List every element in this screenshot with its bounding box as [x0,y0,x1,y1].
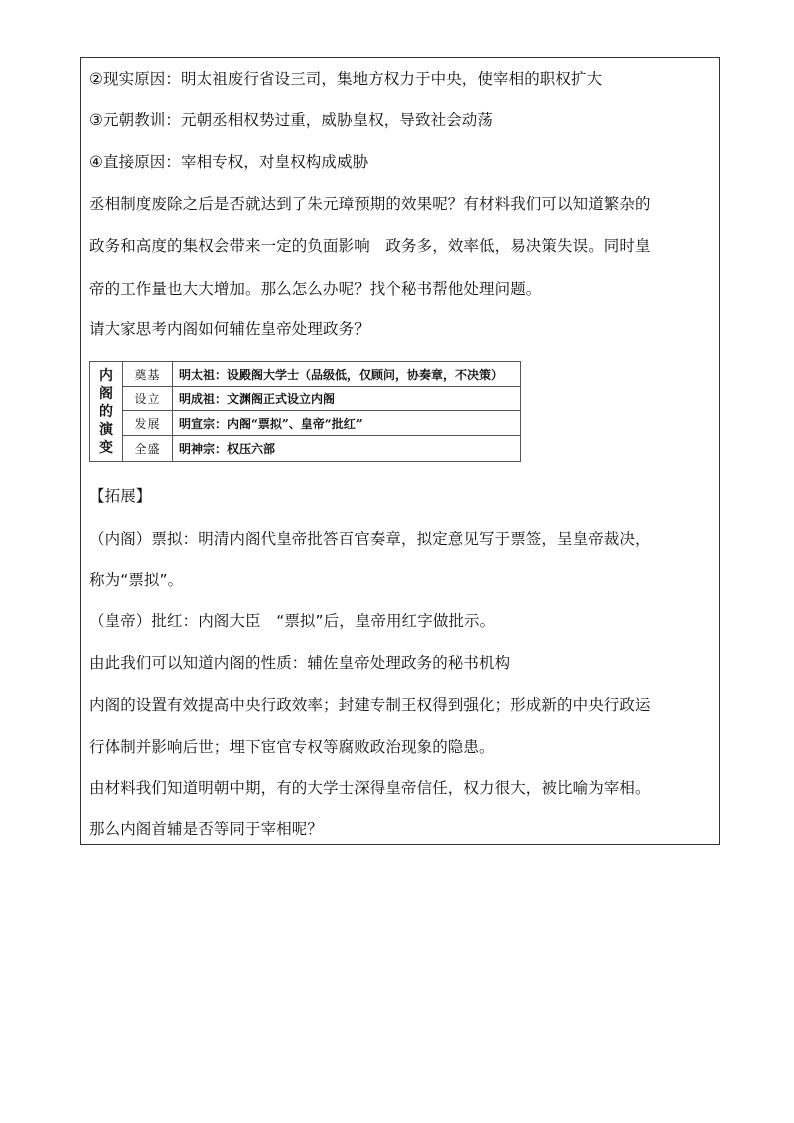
text-line-9: 称为“票拟”。 [89,571,184,589]
text-line-6: 帝的工作量也大大增加。那么怎么办呢？找个秘书帮他处理问题。 [89,280,542,298]
text-line-11: 由此我们可以知道内阁的性质：辅佐皇帝处理政务的秘书机构 [89,654,511,672]
text-line-10: （皇帝）批红：内阁大臣 “票拟”后，皇帝用红字做批示。 [89,612,496,630]
content-frame [80,57,720,845]
stage-description: 明成祖：文渊阁正式设立内阁 [179,392,336,406]
stage-description: 明神宗：权压六部 [179,442,276,456]
table-row [123,387,520,411]
text-line-12: 内阁的设置有效提高中央行政效率；封建专制王权得到强化；形成新的中央行政运 [89,696,651,714]
text-line-3: ④直接原因：宰相专权，对皇权构成威胁 [89,153,369,171]
table-side-label: 内 阁 的 演 变 [90,362,123,461]
stage-label: 设立 [123,387,173,410]
section-heading-extension: 【拓展】 [89,487,152,505]
table-row [123,411,520,436]
text-line-4: 丞相制度废除之后是否就达到了朱元璋预期的效果呢？有材料我们可以知道繁杂的 [89,195,651,213]
text-line-7: 请大家思考内阁如何辅佐皇帝处理政务？ [89,320,370,338]
table-row [123,362,520,387]
text-line-14: 由材料我们知道明朝中期，有的大学士深得皇帝信任，权力很大，被比喻为宰相。 [89,779,651,797]
stage-label: 发展 [123,411,173,435]
text-line-15: 那么内阁首辅是否等同于宰相呢？ [89,820,324,838]
text-line-2: ③元朝教训：元朝丞相权势过重，威胁皇权，导致社会动荡 [89,111,493,129]
cabinet-evolution-table [89,361,521,462]
table-row [123,436,520,461]
stage-description: 明太祖：设殿阁大学士（品级低，仅顾问，协奏章，不决策） [179,367,504,382]
text-line-5: 政务和高度的集权会带来一定的负面影响 政务多，效率低，易决策失误。同时皇 [89,237,651,255]
stage-label: 奠基 [123,362,173,386]
stage-description: 明宣宗：内阁“票拟”、皇帝“批红” [179,416,363,431]
text-line-1: ②现实原因：明太祖废行省设三司，集地方权力于中央，使宰相的职权扩大 [89,70,603,88]
text-line-8: （内阁）票拟：明清内阁代皇帝批答百官奏章，拟定意见写于票签，呈皇帝裁决， [89,530,651,548]
text-line-13: 行体制并影响后世；埋下宦官专权等腐败政治现象的隐患。 [89,738,495,756]
stage-label: 全盛 [123,436,173,461]
